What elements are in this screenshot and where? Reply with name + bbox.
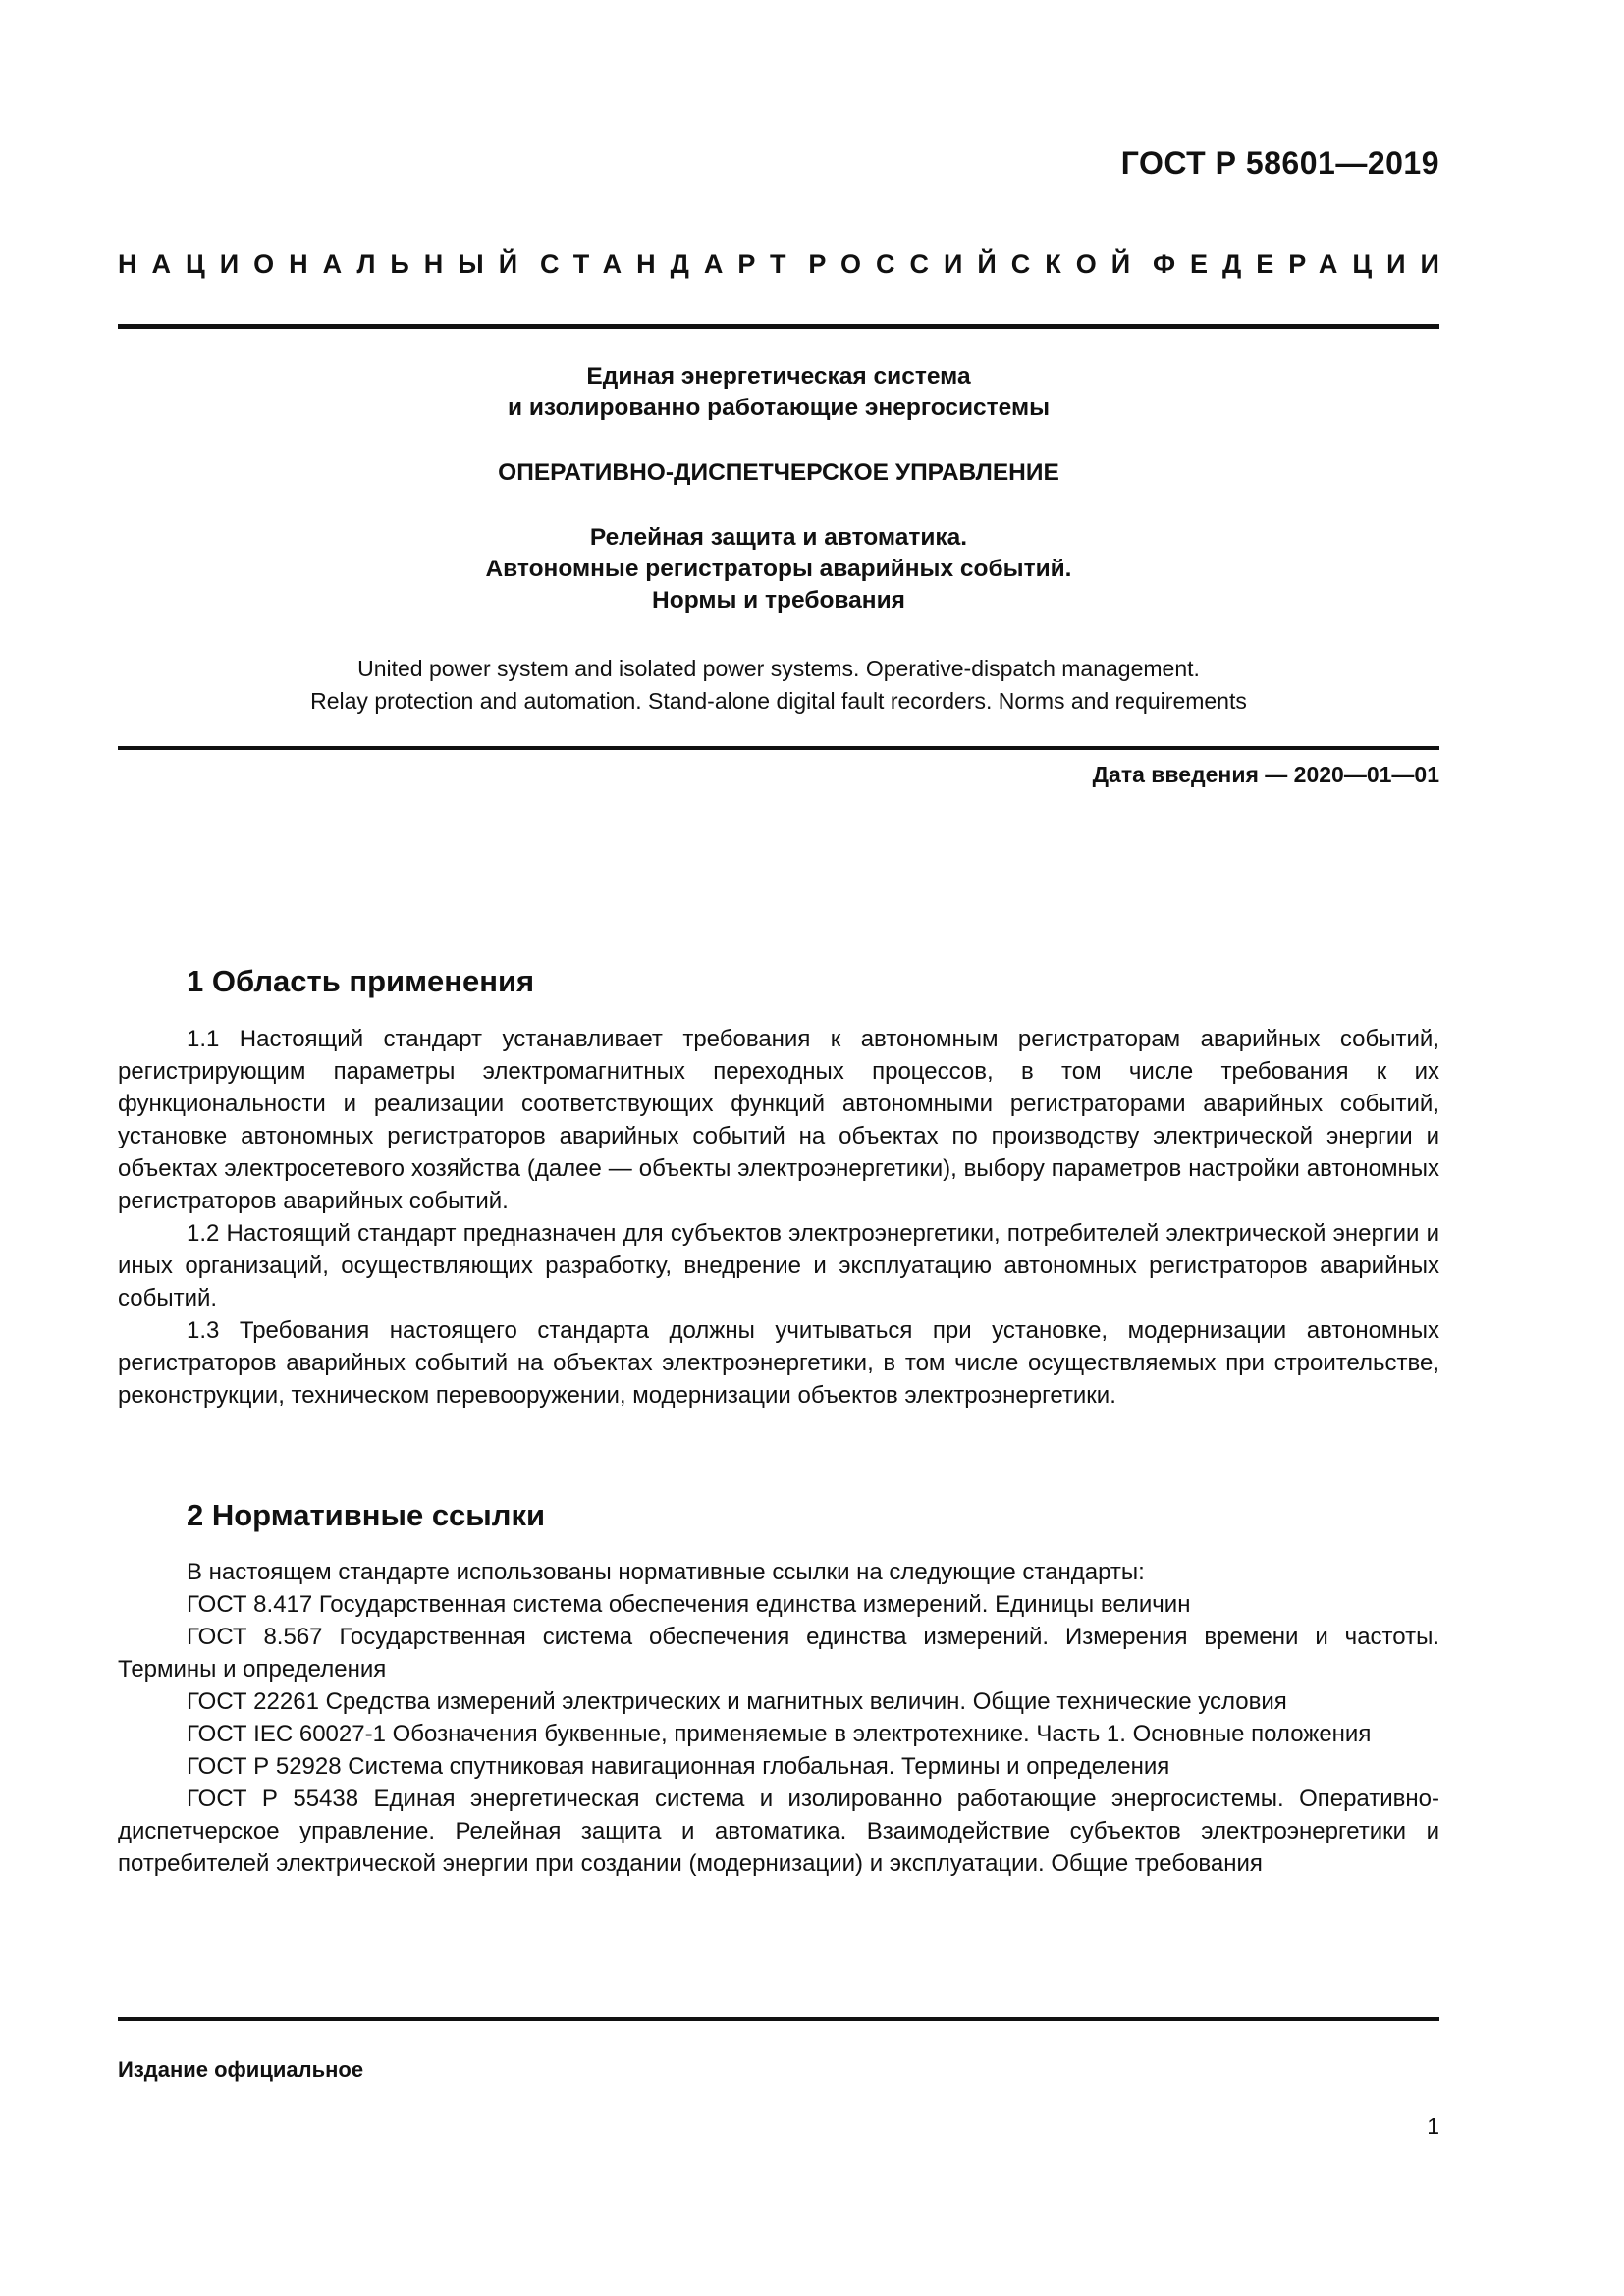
english-title-line: United power system and isolated power systems. Operative-dispatch management. [357,656,1200,681]
reference-item: ГОСТ 8.567 Государственная система обеспечения единства измерений. Измерения времени и частоты. Термины и определения [118,1624,1439,1682]
title-line: Автономные регистраторы аварийных событий. [485,556,1072,582]
banner-word: РОССИЙСКОЙ [808,249,1146,279]
section-2-body [118,1556,1439,1880]
reference-item: ГОСТ 8.417 Государственная система обеспечения единства измерений. Единицы величин [187,1591,1191,1618]
national-standard-banner [118,249,1454,280]
title-line: ОПЕРАТИВНО-ДИСПЕТЧЕРСКОЕ УПРАВЛЕНИЕ [498,459,1059,486]
english-title-line: Relay protection and automation. Stand-alone digital fault recorders. Norms and requirements [310,688,1247,714]
document-number: ГОСТ Р 58601—2019 [1120,145,1439,181]
header-divider [118,324,1439,329]
official-edition-label: Издание официальное [118,2057,364,2082]
reference-item: ГОСТ Р 52928 Система спутниковая навигационная глобальная. Термины и определения [187,1753,1170,1780]
title-line: Единая энергетическая система [586,363,971,390]
footer-divider [118,2017,1439,2021]
page-number: 1 [1427,2113,1439,2139]
paragraph: 1.3 Требования настоящего стандарта должны учитываться при установке, модернизации автономных регистраторов аварийных событий на объектах электроэнергетики, в том числе осуществляемых при строительстве, реконструкции, техническом перевооружении, модернизации объектов электроэнергетики. [118,1317,1439,1409]
title-line: Релейная защита и автоматика. [589,524,968,551]
paragraph: В настоящем стандарте использованы нормативные ссылки на следующие стандарты: [187,1559,1145,1585]
banner-word: ФЕДЕРАЦИИ [1153,249,1454,279]
section-2-heading: 2 Нормативные ссылки [187,1498,546,1532]
title-line: и изолированно работающие энергосистемы [507,395,1051,421]
title-line: Нормы и требования [652,587,905,614]
banner-word: СТАНДАРТ [539,249,801,279]
paragraph: 1.2 Настоящий стандарт предназначен для субъектов электроэнергетики, потребителей электрической энергии и иных организаций, осуществляющих разработку, внедрение и эксплуатацию автономных регистраторов аварийных событий. [118,1220,1439,1311]
english-title [118,653,1439,718]
section-1-body [118,1023,1439,1412]
document-page [118,0,1454,2296]
banner-word: НАЦИОНАЛЬНЫЙ [118,249,533,279]
paragraph: 1.1 Настоящий стандарт устанавливает требования к автономным регистраторам аварийных событий, регистрирующим параметры электромагнитных переходных процессов, в том числе требования к их функциональности и реализации соответствующих функций автономными регистраторами аварийных событий, установке автономных регистраторов аварийных событий на объектах по производству электрической энергии и объектах электросетевого хозяйства (далее — объекты электроэнергетики), выбору параметров настройки автономных регистраторов аварийных событий. [118,1026,1439,1214]
reference-item: ГОСТ IEC 60027-1 Обозначения буквенные, применяемые в электротехнике. Часть 1. Основные положения [187,1721,1372,1747]
reference-item: ГОСТ 22261 Средства измерений электрических и магнитных величин. Общие технические условия [187,1688,1287,1715]
section-1-heading: 1 Область применения [187,964,535,998]
document-title-block [118,361,1439,616]
introduction-date: Дата введения — 2020—01—01 [1092,762,1439,787]
title-divider [118,746,1439,750]
reference-item: ГОСТ Р 55438 Единая энергетическая система и изолированно работающие энергосистемы. Оперативно-диспетчерское управление. Релейная защита и автоматика. Взаимодействие субъектов электроэнергетики и потребителей электрической энергии при создании (модернизации) и эксплуатации. Общие требования [118,1786,1439,1877]
